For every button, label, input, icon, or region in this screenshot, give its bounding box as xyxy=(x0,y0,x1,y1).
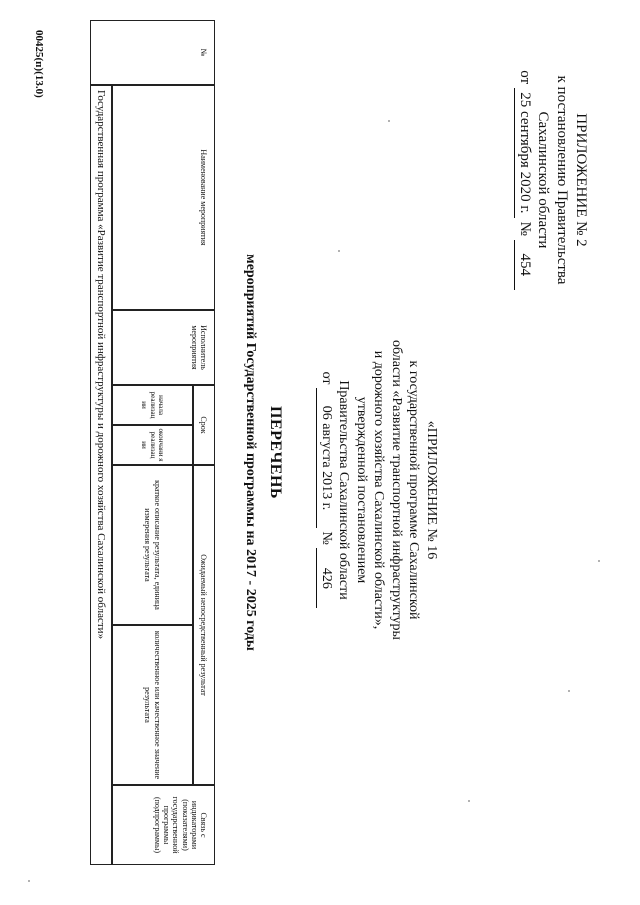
appendix-2-line2: Сахалинской области xyxy=(535,111,552,249)
appendix-16-line4: утвержденной постановлением xyxy=(354,396,369,584)
appendix-16-title: «ПРИЛОЖЕНИЕ № 16 xyxy=(424,420,439,560)
appendix-2-from-label: от xyxy=(516,70,533,85)
document-title: ПЕРЕЧЕНЬ xyxy=(267,406,284,499)
appendix-16-line2: области «Развитие транспортной инфраструктуры xyxy=(389,340,404,640)
program-row: Государственная программа «Развитие транспортной инфраструктуры и дорожного хозяйства Сахалинской области» xyxy=(90,85,112,865)
appendix-2-number: 454 xyxy=(514,240,534,290)
scan-speck xyxy=(568,690,570,692)
header-term-start-cell: начала реализац ии xyxy=(112,385,193,425)
scan-speck xyxy=(598,560,600,562)
scan-speck xyxy=(338,250,340,252)
header-term-cell: Срок xyxy=(193,385,215,465)
appendix-2-date-line xyxy=(514,30,534,330)
scan-speck xyxy=(388,120,390,122)
document-subtitle: мероприятий Государственной программы на 2017 - 2025 годы xyxy=(243,254,258,651)
appendix-16-line5: Правительства Сахалинской области xyxy=(336,380,352,600)
appendix-16-line3: и дорожного хозяйства Сахалинской области», xyxy=(371,350,387,630)
measures-table xyxy=(90,20,215,865)
header-term-end-cell: окончани я реализац ии xyxy=(112,425,193,465)
header-result-cell: Ожидаемый непосредственный результат xyxy=(193,465,215,785)
header-result-desc-cell: краткое описание результата, единица измерения результата xyxy=(112,465,193,625)
appendix-16-num-label: № xyxy=(319,531,334,545)
header-executor-cell: Исполнитель мероприятия xyxy=(112,310,215,385)
header-result-value-cell: количественное или качественное значение результата xyxy=(112,625,193,785)
appendix-16-block xyxy=(317,300,441,680)
appendix-16-from-label: от xyxy=(319,371,334,385)
heading-block xyxy=(242,60,286,845)
appendix-2-title: ПРИЛОЖЕНИЕ № 2 xyxy=(573,113,589,247)
appendix-16-date: 06 августа 2013 г. xyxy=(317,388,336,528)
appendix-2-date: 25 сентября 2020 г. xyxy=(514,88,534,218)
appendix-16-number: 426 xyxy=(317,548,336,608)
footer-code: 00425(п)(13.0) xyxy=(33,30,45,98)
scan-speck xyxy=(468,800,470,802)
scan-speck xyxy=(28,880,30,882)
header-link-cell: Связь с индикаторами (показателями) государственной программы (подпрограммы) xyxy=(112,785,215,865)
header-name-cell: Наименование мероприятия xyxy=(112,85,215,310)
header-number-cell: № xyxy=(90,20,215,85)
appendix-2-block xyxy=(514,30,590,330)
appendix-2-line1: к постановлению Правительства xyxy=(554,75,571,285)
appendix-16-date-line xyxy=(317,300,336,680)
appendix-16-line1: к государственной программе Сахалинской xyxy=(406,360,422,620)
appendix-2-num-label: № xyxy=(516,221,533,236)
